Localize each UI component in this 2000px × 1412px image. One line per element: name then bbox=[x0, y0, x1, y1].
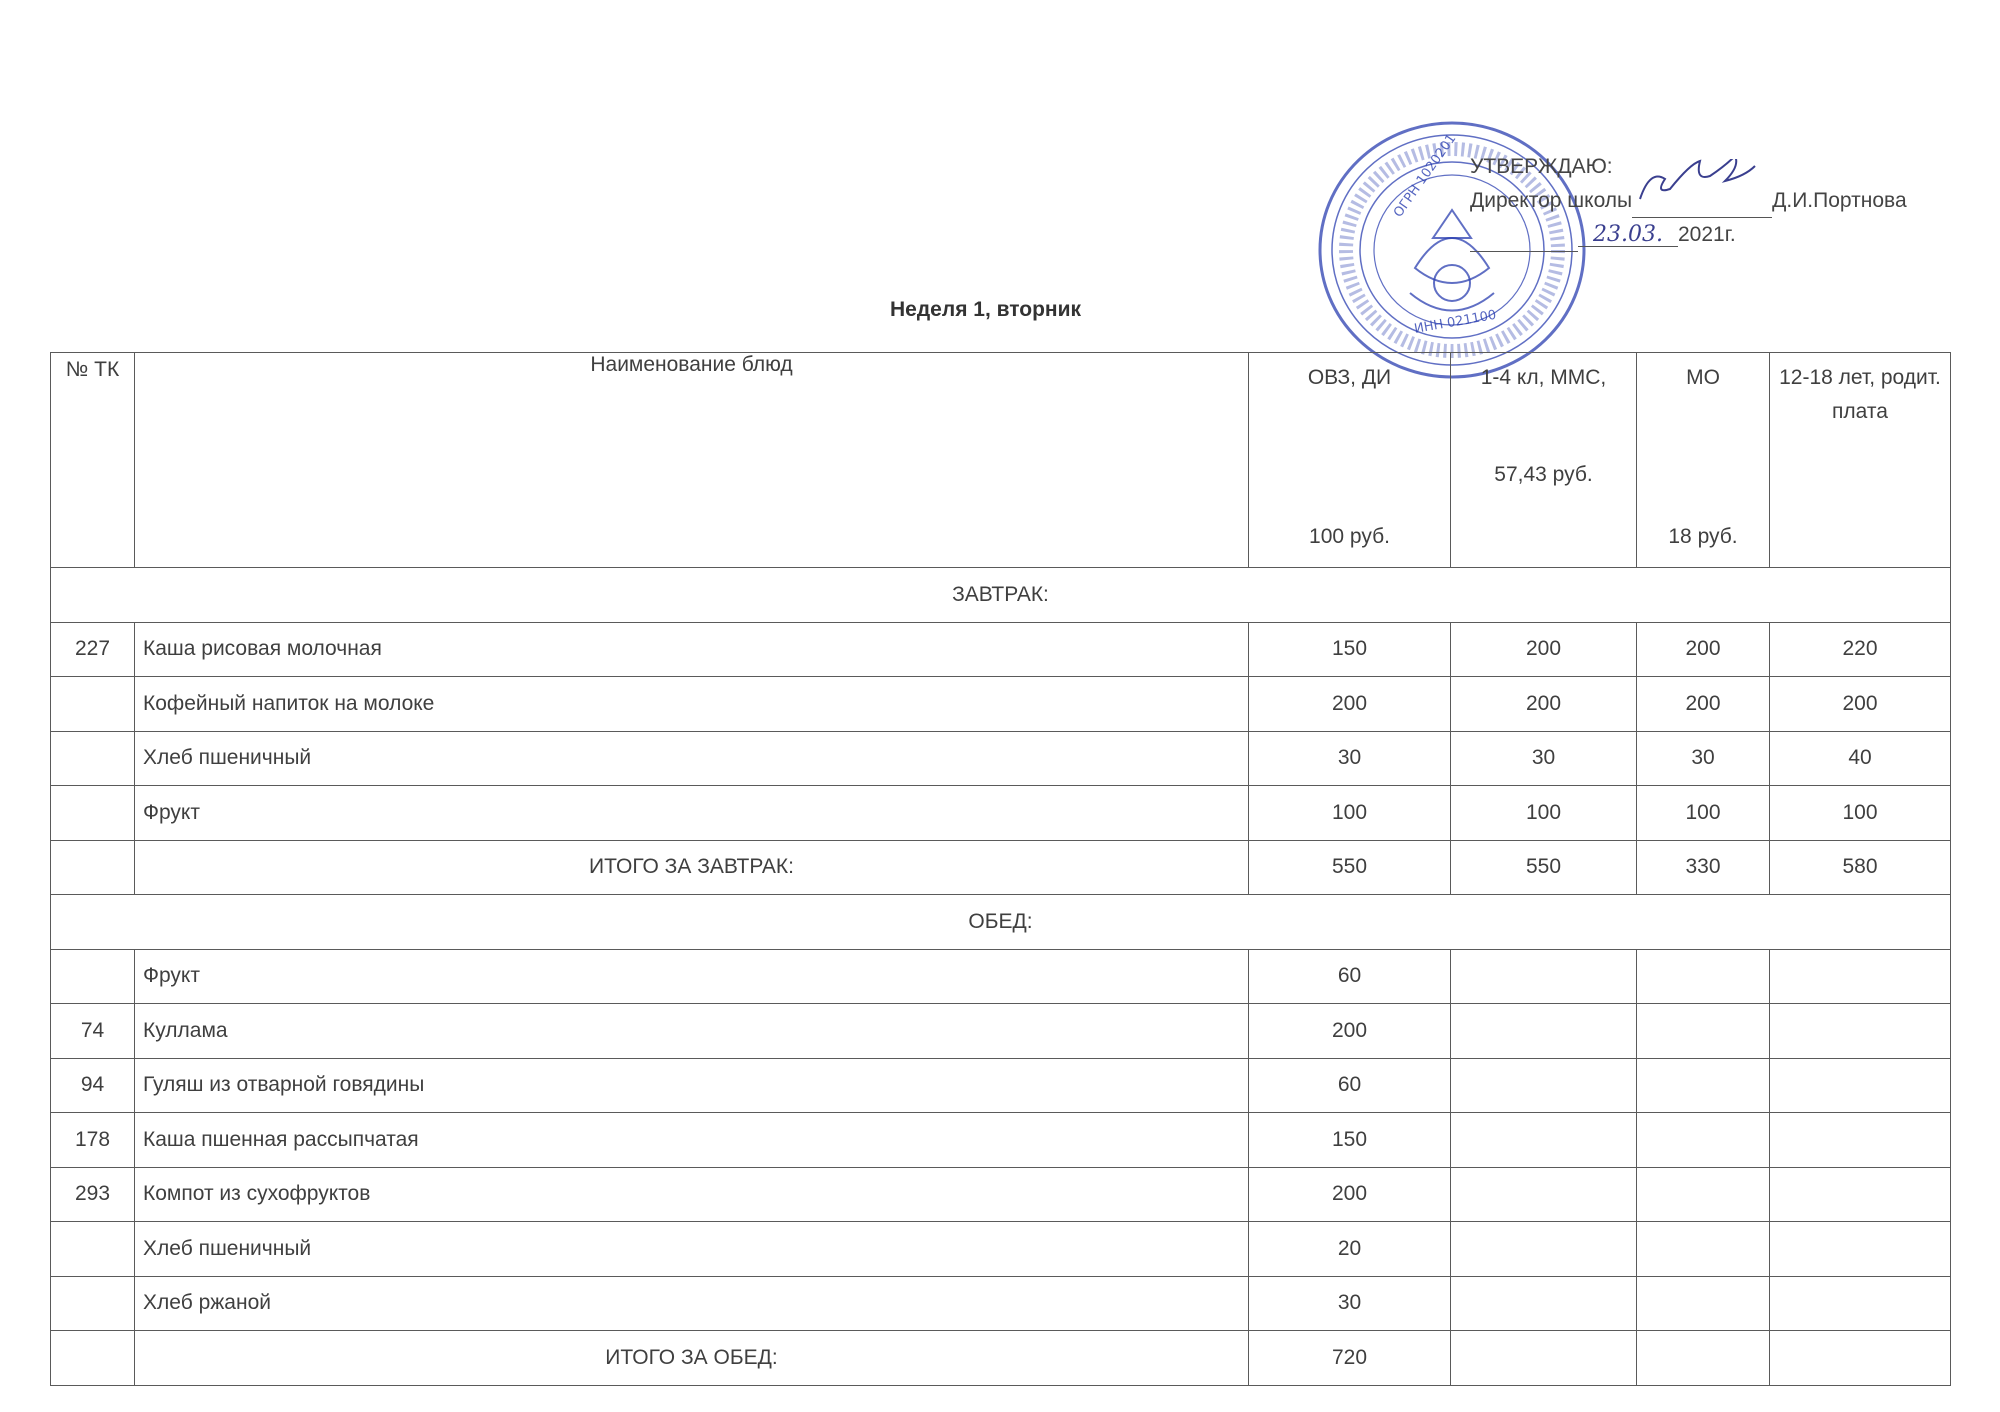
table-row: 74 Куллама 200 bbox=[51, 1004, 1951, 1059]
menu-table bbox=[50, 352, 1951, 1386]
section-title-breakfast: ЗАВТРАК: bbox=[51, 568, 1951, 623]
approval-date-handwritten: 23.03. bbox=[1578, 218, 1678, 247]
lunch-total-row: ИТОГО ЗА ОБЕД: 720 bbox=[51, 1331, 1951, 1386]
header-tk-number: № ТК bbox=[51, 353, 135, 568]
section-row-lunch bbox=[51, 895, 1951, 950]
table-row: 227 Каша рисовая молочная 150 200 200 220 bbox=[51, 622, 1951, 677]
breakfast-total-row: ИТОГО ЗА ЗАВТРАК: 550 550 330 580 bbox=[51, 840, 1951, 895]
breakfast-total-label: ИТОГО ЗА ЗАВТРАК: bbox=[135, 840, 1249, 895]
table-row: Хлеб пшеничный 20 bbox=[51, 1222, 1951, 1277]
approval-director-line: Директор школы Д.И.Портнова bbox=[1470, 184, 1907, 218]
table-row: Фрукт 60 bbox=[51, 949, 1951, 1004]
director-signature bbox=[1632, 189, 1772, 218]
seal-inn-text: ИНН 021100 bbox=[1413, 307, 1498, 337]
seal-ogrn-text: ОГРН 1020201 bbox=[1390, 131, 1460, 221]
table-row: Кофейный напиток на молоке 200 200 200 200 bbox=[51, 677, 1951, 732]
approval-date-line: 23.03. 2021г. bbox=[1470, 218, 1907, 252]
header-age-12-18: 12-18 лет, родит. плата bbox=[1770, 353, 1951, 568]
lunch-total-label: ИТОГО ЗА ОБЕД: bbox=[135, 1331, 1249, 1386]
table-row: Фрукт 100 100 100 100 bbox=[51, 786, 1951, 841]
table-row: Хлеб ржаной 30 bbox=[51, 1276, 1951, 1331]
table-row: Хлеб пшеничный 30 30 30 40 bbox=[51, 731, 1951, 786]
table-row: 293 Компот из сухофруктов 200 bbox=[51, 1167, 1951, 1222]
header-grades-1-4: 1-4 кл, ММС, 57,43 руб. bbox=[1451, 353, 1637, 568]
page-title: Неделя 1, вторник bbox=[890, 298, 1082, 321]
header-mo: МО 18 руб. bbox=[1637, 353, 1770, 568]
table-row: 94 Гуляш из отварной говядины 60 bbox=[51, 1058, 1951, 1113]
table-header-row bbox=[51, 353, 1951, 568]
table-row: 178 Каша пшенная рассыпчатая 150 bbox=[51, 1113, 1951, 1168]
approval-block bbox=[1470, 150, 1907, 252]
section-row-breakfast bbox=[51, 568, 1951, 623]
approval-heading: УТВЕРЖДАЮ: bbox=[1470, 155, 1613, 178]
header-dish-name: Наименование блюд bbox=[135, 353, 1249, 568]
header-ovz: ОВЗ, ДИ 100 руб. bbox=[1249, 353, 1451, 568]
section-title-lunch: ОБЕД: bbox=[51, 895, 1951, 950]
